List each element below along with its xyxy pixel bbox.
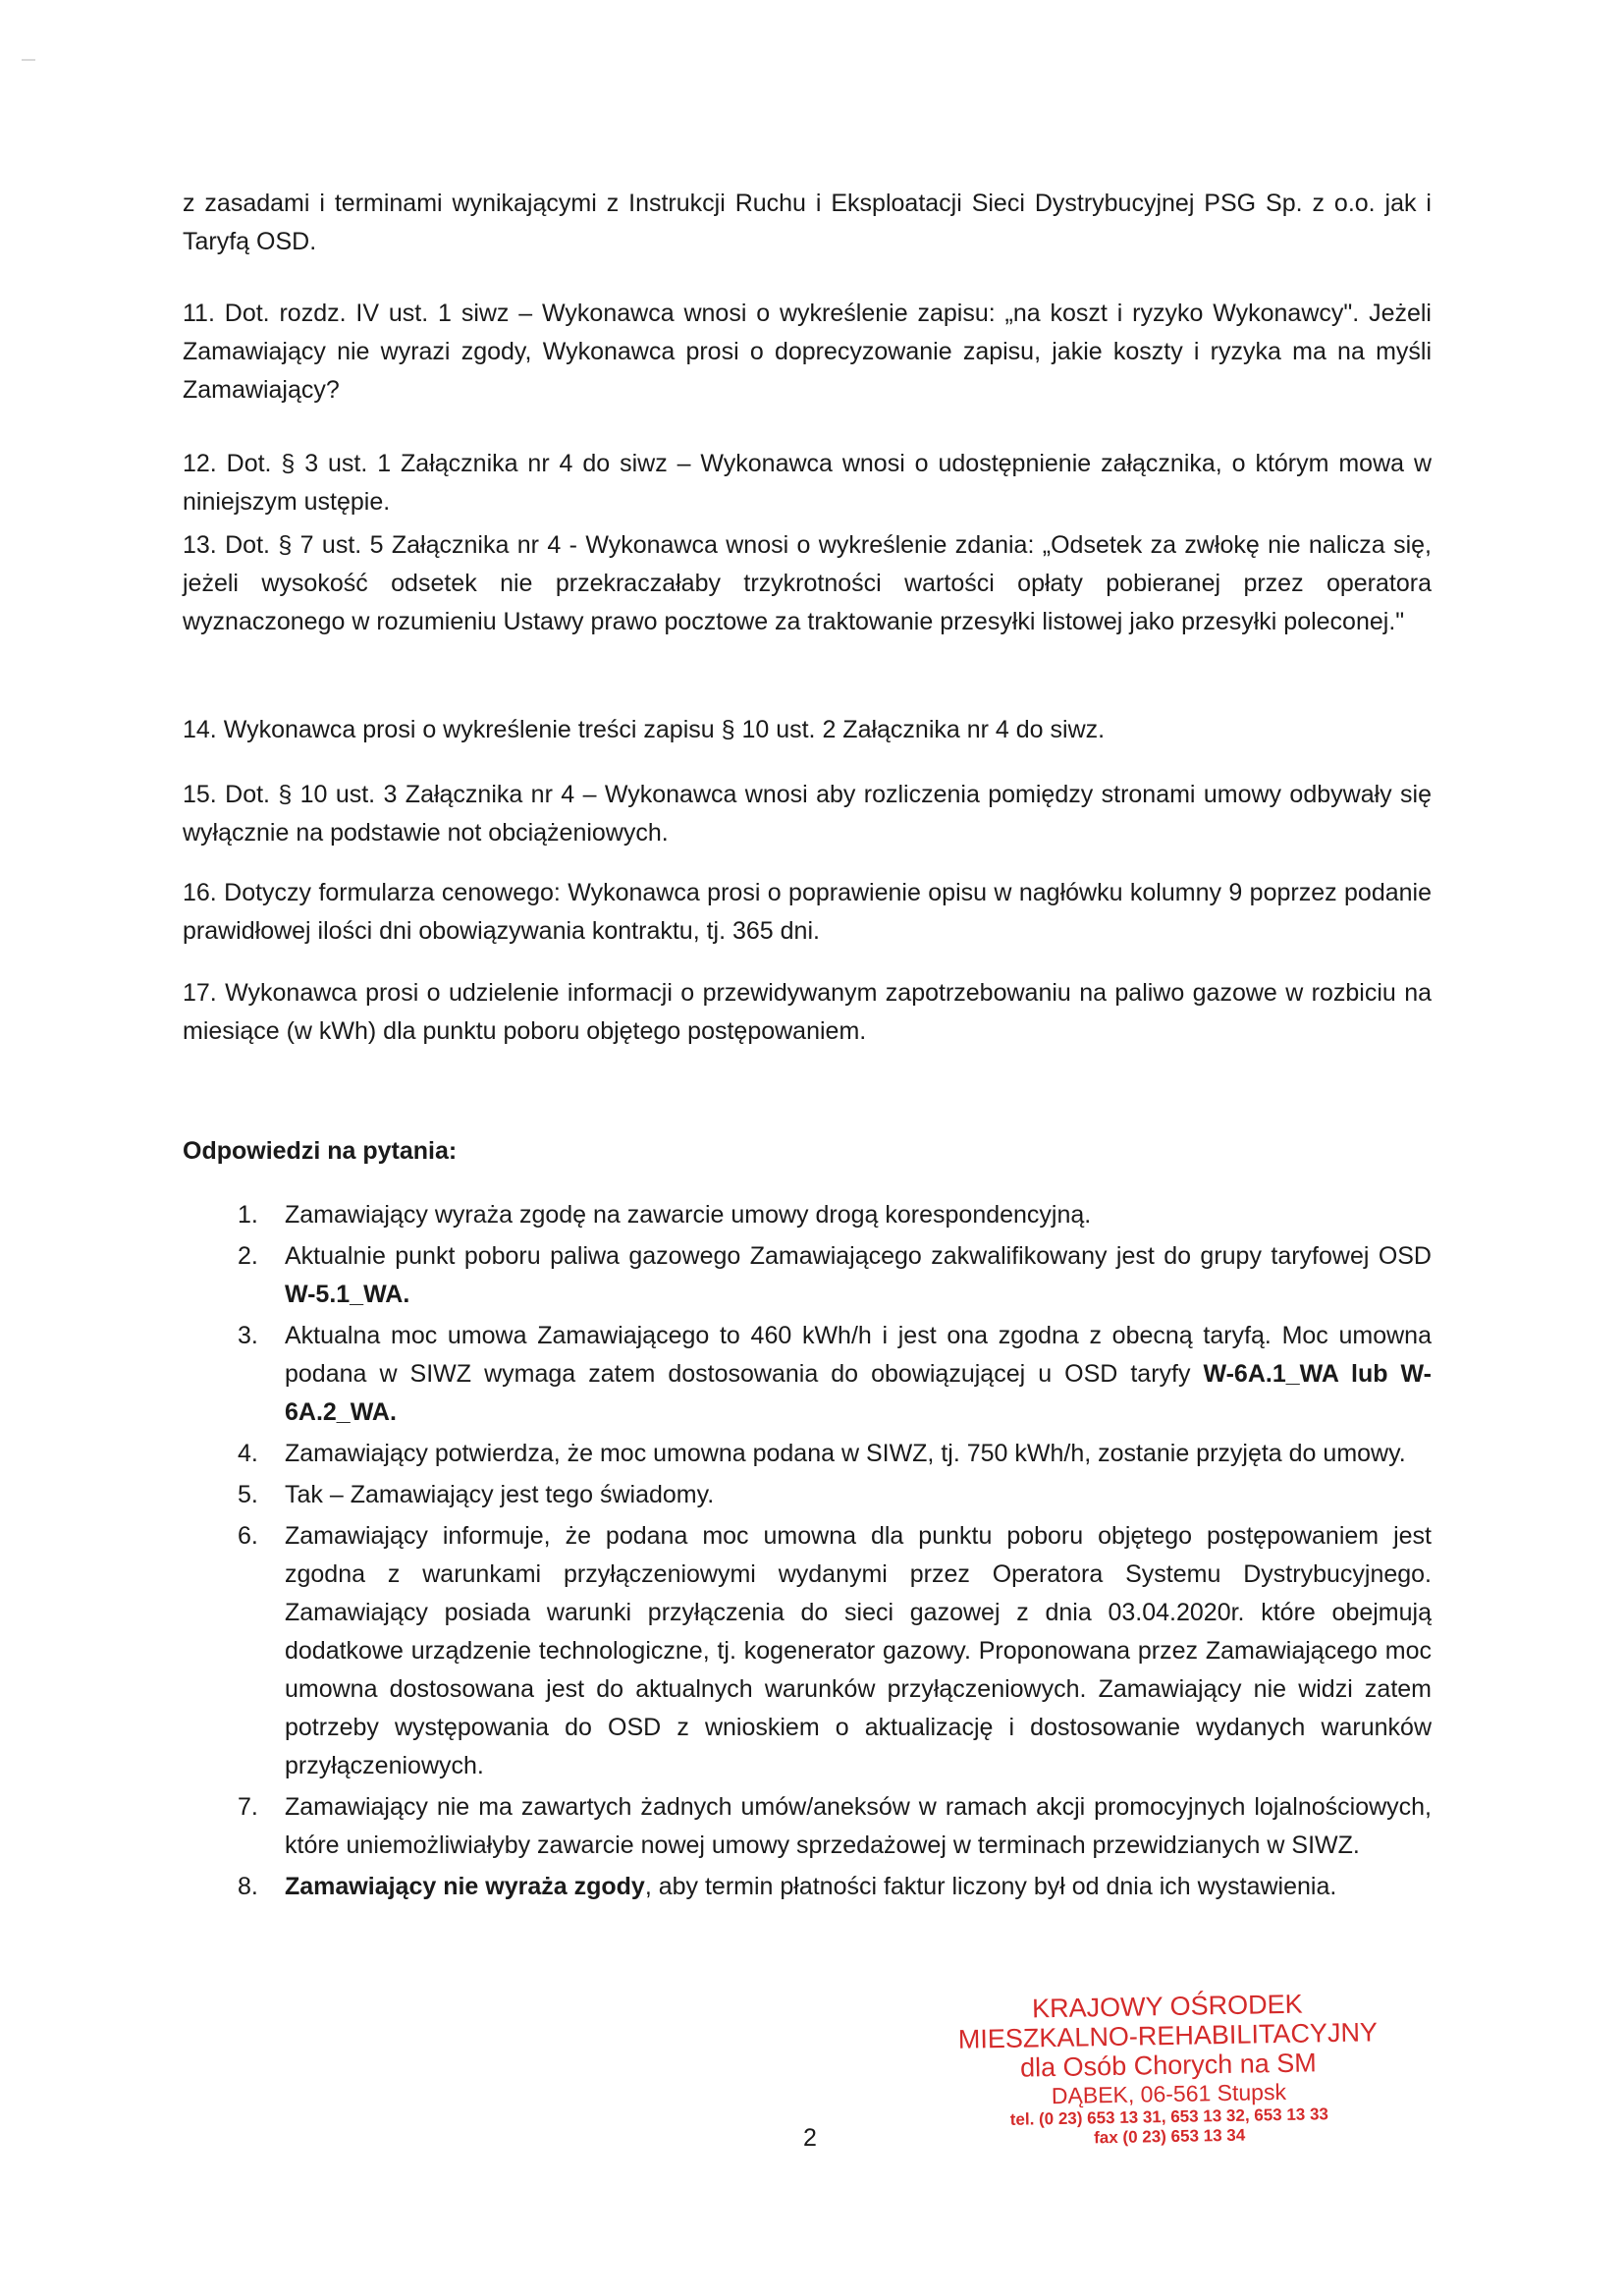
answers-heading: Odpowiedzi na pytania:: [183, 1137, 458, 1165]
stamp-line: MIESZKALNO-REHABILITACYJNY: [957, 2017, 1379, 2054]
answer-item: [183, 1196, 1432, 1234]
answer-text: Zamawiający potwierdza, że moc umowna podana w SIWZ, tj. 750 kWh/h, zostanie przyjęta do umowy.: [285, 1440, 1406, 1467]
stamp-line: dla Osób Chorych na SM: [1019, 2048, 1317, 2083]
question-12: 12. Dot. § 3 ust. 1 Załącznika nr 4 do siwz – Wykonawca wnosi o udostępnienie załącznika, o którym mowa w niniejszym ustępie.: [183, 450, 1432, 516]
answer-number: 5.: [238, 1481, 258, 1508]
answer-number: 6.: [238, 1522, 258, 1550]
question-17: 17. Wykonawca prosi o udzielenie informacji o przewidywanym zapotrzebowaniu na paliwo gazowe w rozbiciu na miesiące (w kWh) dla punktu poboru objętego postępowaniem.: [183, 979, 1432, 1045]
answer-number: 1.: [238, 1201, 258, 1229]
answer-number: 7.: [238, 1793, 258, 1821]
answer-text: Zamawiający nie ma zawartych żadnych umów/aneksów w ramach akcji promocyjnych lojalnościowych, które uniemożliwiałyby zawarcie nowej umowy sprzedażowej w terminach przewidzianych w SIWZ.: [285, 1793, 1432, 1859]
question-16: 16. Dotyczy formularza cenowego: Wykonawca prosi o poprawienie opisu w nagłówku kolumny 9 poprzez podanie prawidłowej ilości dni obowiązywania kontraktu, tj. 365 dni.: [183, 879, 1432, 945]
answer-item: [183, 1237, 1432, 1314]
answers-list: [183, 1196, 1432, 1909]
institution-stamp: [942, 1988, 1396, 2151]
stamp-line: KRAJOWY OŚRODEK: [1031, 1989, 1303, 2024]
answer-item: [183, 1868, 1432, 1906]
continuation-paragraph: z zasadami i terminami wynikającymi z Instrukcji Ruchu i Eksploatacji Sieci Dystrybucyjnej PSG Sp. z o.o. jak i Taryfą OSD.: [183, 190, 1432, 255]
answer-item: [183, 1517, 1432, 1785]
answer-number: 8.: [238, 1873, 258, 1900]
stamp-line: tel. (0 23) 653 13 31, 653 13 32, 653 13 33: [1009, 2105, 1329, 2129]
question-11: 11. Dot. rozdz. IV ust. 1 siwz – Wykonawca wnosi o wykreślenie zapisu: „na koszt i ryzyko Wykonawcy". Jeżeli Zamawiający nie wyrazi zgody, Wykonawca prosi o doprecyzowanie zapisu, jakie koszty i ryzyka ma na myśli Zamawiający?: [183, 300, 1432, 404]
tariff-group: W-5.1_WA.: [285, 1281, 410, 1308]
answer-item: [183, 1788, 1432, 1865]
answer-text: , aby termin płatności faktur liczony był od dnia ich wystawienia.: [644, 1873, 1337, 1900]
answer-number: 4.: [238, 1440, 258, 1467]
answer-item: [183, 1476, 1432, 1514]
scan-artifact: [22, 59, 35, 61]
answer-text: Aktualnie punkt poboru paliwa gazowego Zamawiającego zakwalifikowany jest do grupy taryfowej OSD: [285, 1242, 1432, 1270]
question-15: 15. Dot. § 10 ust. 3 Załącznika nr 4 – Wykonawca wnosi aby rozliczenia pomiędzy stronami umowy odbywały się wyłącznie na podstawie not obciążeniowych.: [183, 781, 1432, 847]
answer-item: [183, 1317, 1432, 1432]
answer-text: Tak – Zamawiający jest tego świadomy.: [285, 1481, 715, 1508]
answer-number: 2.: [238, 1242, 258, 1270]
answer-text: Zamawiający wyraża zgodę na zawarcie umowy drogą korespondencyjną.: [285, 1201, 1092, 1229]
stamp-line: DĄBEK, 06-561 Stupsk: [1051, 2078, 1287, 2109]
answer-item: [183, 1435, 1432, 1473]
answer-number: 3.: [238, 1322, 258, 1349]
question-14: 14. Wykonawca prosi o wykreślenie treści zapisu § 10 ust. 2 Załącznika nr 4 do siwz.: [183, 716, 1106, 743]
tariff-options: W-6A.1_WA lub W-6A.2_WA.: [285, 1360, 1432, 1426]
answer-text: Aktualna moc umowa Zamawiającego to 460 kWh/h i jest ona zgodna z obecną taryfą. Moc umowna podana w SIWZ wymaga zatem dostosowania do obowiązującej u OSD taryfy: [285, 1322, 1432, 1388]
page-number: 2: [803, 2124, 817, 2152]
question-13: 13. Dot. § 7 ust. 5 Załącznika nr 4 - Wykonawca wnosi o wykreślenie zdania: „Odsetek za zwłokę nie nalicza się, jeżeli wysokość odsetek nie przekraczałaby trzykrotności wartości opłaty pobieranej przez operatora wyznaczonego w rozumieniu Ustawy prawo pocztowe za traktowanie przesyłki listowej jako przesyłki poleconej.": [183, 531, 1432, 635]
answer-text: Zamawiający informuje, że podana moc umowna dla punktu poboru objętego postępowaniem jest zgodna z warunkami przyłączeniowymi wydanymi przez Operatora Systemu Dystrybucyjnego. Zamawiający posiada warunki przyłączenia do sieci gazowej z dnia 03.04.2020r. które obejmują dodatkowe urządzenie technologiczne, tj. kogenerator gazowy. Proponowana przez Zamawiającego moc umowna dostosowana jest do aktualnych warunków przyłączeniowych. Zamawiający nie widzi zatem potrzeby występowania do OSD z wnioskiem o aktualizację i dostosowanie wydanych warunków przyłączeniowych.: [285, 1522, 1432, 1779]
refusal-lead: Zamawiający nie wyraża zgody: [285, 1873, 645, 1900]
stamp-line: fax (0 23) 653 13 34: [1094, 2125, 1246, 2148]
